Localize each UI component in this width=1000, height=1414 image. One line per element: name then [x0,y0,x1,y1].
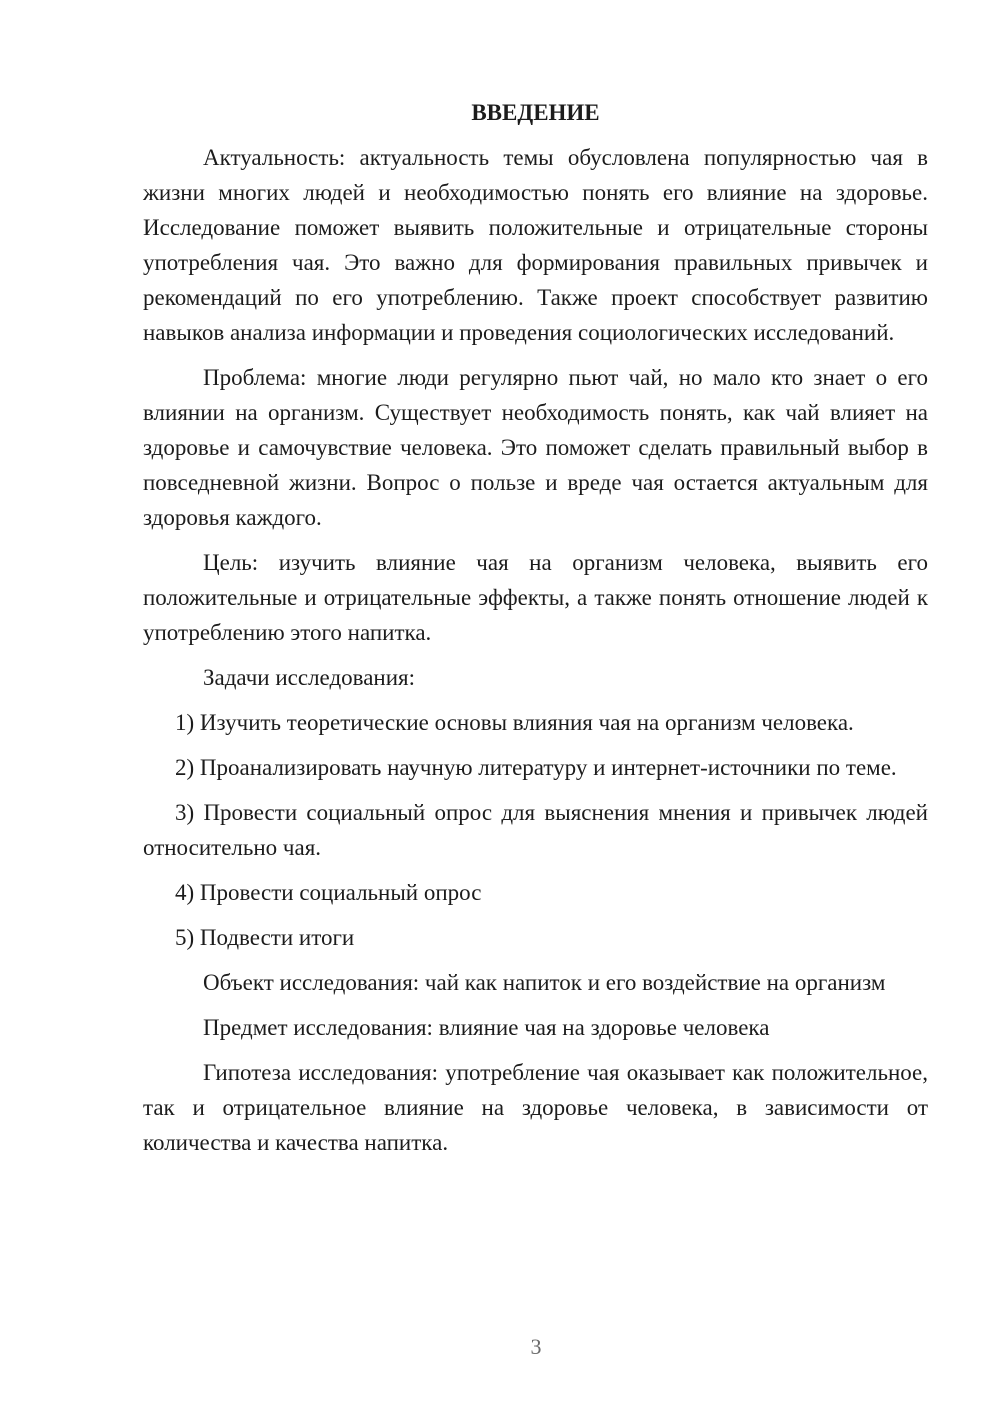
hypothesis-paragraph: Гипотеза исследования: употребление чая оказывает как положительное, так и отрицательное влияние на здоровье человека, в зависимости от количества и качества напитка. [143,1060,928,1155]
task-item: 1) Изучить теоретические основы влияния чая на организм человека. [175,710,854,735]
object-paragraph: Объект исследования: чай как напиток и его воздействие на организм [203,970,886,995]
goal-paragraph: Цель: изучить влияние чая на организм человека, выявить его положительные и отрицательные эффекты, а также понять отношение людей к употреблению этого напитка. [143,550,928,645]
task-item: 5) Подвести итоги [175,925,355,950]
problem-paragraph: Проблема: многие люди регулярно пьют чай, но мало кто знает о его влиянии на организм. Существует необходимость понять, как чай влияет на здоровье и самочувствие человека. Это поможет сделать правильный выбор в повседневной жизни. Вопрос о пользе и вреде чая остается актуальным для здоровья каждого. [143,365,928,530]
tasks-heading: Задачи исследования: [203,665,416,690]
task-item: 3) Провести социальный опрос для выяснения мнения и привычек людей относительно чая. [143,800,928,860]
relevance-paragraph: Актуальность: актуальность темы обусловлена популярностью чая в жизни многих людей и необходимостью понять его влияние на здоровье. Исследование поможет выявить положительные и отрицательные стороны употребления чая. Это важно для формирования правильных привычек и рекомендаций по его употреблению. Также проект способствует развитию навыков анализа информации и проведения социологических исследований. [143,145,928,345]
task-item: 4) Провести социальный опрос [175,880,482,905]
section-title: ВВЕДЕНИЕ [471,100,600,125]
task-item: 2) Проанализировать научную литературу и интернет-источники по теме. [175,755,897,780]
subject-paragraph: Предмет исследования: влияние чая на здоровье человека [203,1015,770,1040]
document-body [143,95,928,1170]
page-number: 3 [530,1334,542,1359]
